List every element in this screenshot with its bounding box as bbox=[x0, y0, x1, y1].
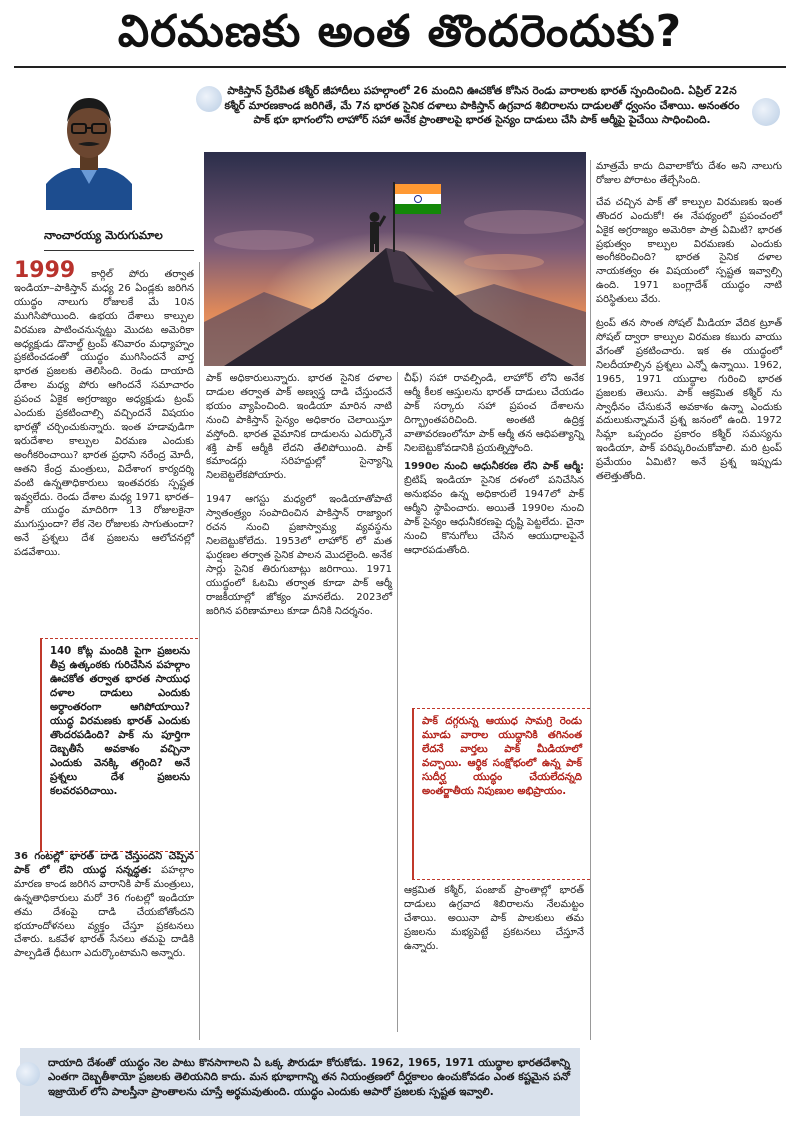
column-1 bbox=[14, 258, 194, 632]
col4-para-0: మాత్రమే కాదు దివాలాకోరు దేశం అని నాలుగు రోజుల పోరాటం తేల్చేసింది. bbox=[596, 161, 782, 186]
hero-image bbox=[204, 152, 586, 366]
col4-para-2: ట్రంప్ తన సొంత సోషల్ మీడియా వేదిక ట్రూత్ సోషల్ ద్వారా కాల్పుల విరమణ కబురు వాయు వేగంతో ప్రకటించారు. ఇక ఈ యుద్ధంలో నిలదీయాల్సిన ప్రశ్నలు ఎన్నో ఉన్నాయి. 1962, 1965, 1971 యుద్ధాల గురించి భారత ప్రజలకు తెలుసు. పాక్ ఆక్రమిత కశ్మీర్ ను స్వాధీనం చేసుకునే అవకాశం ఉన్నా ఎందుకు వదులుకున్నామనే ప్రశ్న జనంలో ఉంది. 1972 సిమ్లా ఒప్పందం ప్రకారం కశ్మీర్ సమస్యను ఇండియా, పాక్ పరిష్కరించుకోవాలి. మరి ట్రంప్ ప్రమేయం ఏమిటి? అనే ప్రశ్న ఇప్పుడు తలెత్తుతోంది. bbox=[596, 318, 782, 483]
column-divider-2 bbox=[397, 372, 398, 1032]
col1-after: పహల్గాం మారణ కాండ జరిగిన వారానికి పాక్ మంత్రులు, ఉన్నతాధికారులు మరో 36 గంటల్లో ఇండియా తమ దేశంపై దాడి చేయబోతోందని భయాందోళనలు వ్యక్తం చేస్తూ ప్రకటనలు చేశారు. ఒకవేళ భారత్ సేనలు తమపై దాడికి పాల్పడితే ధీటుగా ఎదుర్కొంటామని అన్నారు. bbox=[14, 864, 194, 960]
col3-para-2: బ్రిటిష్ ఇండియా సైనిక దళంలో పనిచేసిన అనుభవం ఉన్న అధికారులే 1947లో పాక్ ఆర్మీని స్థాపించారు. అయితే 1990ల నుంచి పాక్ సైన్యం ఆధునీకరణపై దృష్టి పెట్టలేదు. చైనా నుంచి కొనుగోలు చేసిన ఆయుధాలపైనే ఆధారపడుతోంది. bbox=[404, 475, 584, 556]
column-divider-1 bbox=[199, 262, 200, 1040]
column-4 bbox=[596, 160, 782, 1110]
footer-text: దాయాది దేశంతో యుద్ధం నెల పాటు కొనసాగాలని ఏ ఒక్క పౌరుడూ కోరుకోడు. 1962, 1965, 1971 యుద్ధాల భారతదేశాన్ని ఎంతగా దెబ్బతీశాయో ప్రజలకు తెలియనిది కాదు. మన భూభాగాన్ని తన నియంత్రణలో దీర్ఘకాలం ఉంచుకోవడం ఎంత కష్టమైన పనో ఇజ్రాయెల్ లోని పాలస్తీనా ప్రాంతాలను చూస్తే అర్థమవుతుంది. యుద్ధం ఎందుకు ఆపారో ప్రజలకు స్పష్టత ఇవ్వాలి. bbox=[48, 1057, 570, 1098]
byline-rule bbox=[44, 250, 194, 251]
col4-para-1: చేవ చచ్చిన పాక్ తో కాల్పుల విరమణకు ఇంత తొందర ఎందుకో! ఈ నేపథ్యంలో ప్రపంచంలో ఏకైక అగ్రరాజ్యం అమెరికా పాత్ర ఏమిటి? భారత ప్రభుత్వం కాల్పుల విరమణకు ఎందుకు అంగీకరించింది? భారత సైనిక దళాల నాయకత్వం ఈ విషయంలో స్పష్టత ఇవ్వాల్సి ఉంది. 1971 బంగ్లాదేశ్ యుద్ధం నాటి పరిస్థితులు వేరు. bbox=[596, 196, 782, 306]
col1-lead: కార్గిల్ పోరు తర్వాత ఇండియా–పాకిస్తాన్ మధ్య 26 ఏండ్లకు జరిగిన యుద్ధం నాలుగు రోజులకే మే 10న ముగిసిపోయింది. ఉభయ దేశాలు కాల్పుల విరమణ పాటించనున్నట్టు మొదట అమెరికా అధ్యక్షుడు డొనాల్డ్ ట్రంప్ శనివారం మధ్యాహ్నం ప్రకటించడంతో యుద్ధం ముగిసిందనే వార్త భారత ప్రజలకు తెలిసింది. రెండు దాయాది దేశాల మధ్య పోరు ఆగిందనే సమాచారం ప్రపంచ ఏకైక అగ్రరాజ్యం అధ్యక్షుడు ట్రంప్ ఎందుకు ప్రకటించాల్సి వచ్చిందనే విషయం భారత్లో చర్చించుకున్నారు. ఇంత హడావుడిగా ఇరుదేశాల కాల్పుల విరమణ ఎందుకు అంగీకరించాయి? భారత ప్రధాని నరేంద్ర మోదీ, ఆతని కేంద్ర మంత్రులు, విదేశాంగ కార్యదర్శి వంటి ఉన్నతాధికారులు ఇంతవరకు స్పష్టత ఇవ్వలేదు. రెండు దేశాల మధ్య 1971 భారత–పాక్ యుద్ధం మాదిరిగా 13 రోజులకైనా ముగుస్తుందా? లేక నెల రోజులకు సాగుతుందా? అనే ప్రశ్నలు దేశ ప్రజలను ఆలోచనల్లో పడవేశాయి. bbox=[14, 269, 194, 559]
page-title: విరమణకు అంత తొందరెందుకు? bbox=[117, 6, 683, 57]
col3-subhead: 1990ల నుంచి ఆధునీకరణ లేని పాక్ ఆర్మీ: bbox=[404, 461, 584, 473]
headline-rule bbox=[14, 66, 786, 68]
col3-para-3: ఆక్రమిత కశ్మీర్, పంజాబ్ ప్రాంతాల్లో భారత్ దాడులు ఉగ్రవాద శిబిరాలను నేలమట్టం చేశాయి. అయినా పాక్ పాలకులు తమ ప్రజలను మభ్యపెట్టే ప్రకటనలు చేస్తూనే ఉన్నారు. bbox=[404, 885, 584, 952]
col2-para-1: పాక్ అధికారులున్నారు. భారత సైనిక దళాల దాడుల తర్వాత పాక్ అణ్వస్త్ర దాడి చేస్తుందనే భయం వ్యాపించింది. ఇండియా మారిన నాటి నుంచి పాకిస్తాన్ సైన్యం అధికారం చెలాయిస్తూ వస్తోంది. భారత వైమానిక దాడులను ఎదుర్కొనే శక్తి పాక్ ఆర్మీకి లేదని తేలిపోయింది. పాక్ కమాండర్లు సరిహద్దుల్లో సైన్యాన్ని నిలబెట్టలేకపోయారు. bbox=[206, 373, 392, 482]
decor-dot-footer bbox=[16, 1062, 40, 1086]
column-divider-3 bbox=[590, 160, 591, 1040]
pull-quote-left bbox=[40, 638, 198, 852]
author-photo bbox=[46, 84, 132, 210]
col3-para-1: చీఫ్) సహా రావల్పిండి, లాహోర్ లోని అనేక ఆర్మీ కీలక ఆస్తులను భారత్ దాడులు చేయడం పాక్ సర్కారు సహా ప్రపంచ దేశాలను దిగ్భ్రాంతపరిచింది. అంతటి ఉద్రిక్త వాతావరణంలోనూ పాక్ ఆర్మీ తన ఆధిపత్యాన్ని నిలబెట్టుకోవడానికి ప్రయత్నిస్తోంది. bbox=[404, 373, 584, 454]
column-2 bbox=[206, 372, 392, 1032]
drop-year: 1999 bbox=[14, 258, 76, 283]
column-3-lower bbox=[404, 884, 584, 1032]
pull-quote-right-text: పాక్ దగ్గరున్న ఆయుధ సామగ్రి రెండు మూడు వారాల యుద్ధానికి తగినంత లేదనే వార్తలు పాక్ మీడియాలో వచ్చాయి. ఆర్థిక సంక్షోభంలో ఉన్న పాక్ సుదీర్ఘ యుద్ధం చేయలేదన్నది అంతర్జాతీయ నిపుణుల అభిప్రాయం. bbox=[422, 716, 582, 797]
pull-quote-right bbox=[412, 708, 590, 880]
author-name: నాంచారయ్య మెరుగుమాల bbox=[44, 228, 163, 242]
col1-subhead: 36 గంటల్లో భారత్ దాడి చేస్తుందని చెప్పిన పాక్ లో లేని యుద్ధ సన్నద్ధత: bbox=[14, 851, 194, 876]
decor-dot-right bbox=[752, 98, 780, 126]
column-3 bbox=[404, 372, 584, 556]
col2-para-2: 1947 ఆగస్టు మధ్యలో ఇండియాతోపాటే స్వాతంత్ర్యం సంపాదించిన పాకిస్తాన్ రాజ్యాంగ రచన నుంచి ప్రజాస్వామ్య వ్యవస్థను నిలబెట్టుకోలేదు. 1953లో లాహోర్ లో మత ఘర్షణల తర్వాత సైనిక పాలన మొదలైంది. అనేక సార్లు సైనిక తిరుగుబాట్లు జరిగాయి. 1971 యుద్ధంలో ఓటమి తర్వాత కూడా పాక్ ఆర్మీ రాజకీయాల్లో జోక్యం మానలేదు. 2023లో జరిగిన పరిణామాలు కూడా దీనికి నిదర్శనం. bbox=[206, 494, 392, 617]
pull-quote-left-text: 140 కోట్ల మందికి పైగా ప్రజలను తీవ్ర ఉత్కంఠకు గురిచేసిన పహల్గాం ఊచకోత తర్వాత భారత సాయుధ దళాల దాడులు ఎందుకు అర్ధాంతరంగా ఆగిపోయాయి? యుద్ధ విరమణకు భారత్ ఎందుకు తొందరపడింది? పాక్ ను పూర్తిగా దెబ్బతీసే అవకాశం వచ్చినా ఎందుకు వెనక్కి తగ్గింది? అనే ప్రశ్నలు దేశ ప్రజలను కలవరపరిచాయి. bbox=[50, 646, 190, 797]
footer-highlight bbox=[20, 1048, 580, 1116]
intro-text: పాకిస్తాన్ ప్రేరేపిత కశ్మీర్ జీహాదీలు పహల్గాంలో 26 మందిని ఊచకోత కోసిన రెండు వారాలకు భారత్ స్పందించింది. ఏప్రిల్ 22న కశ్మీర్ మారణకాండ జరిగితే, మే 7న భారత సైనిక దళాలు పాకిస్తాన్ ఉగ్రవాద శిబిరాలను దాడులతో ధ్వంసం చేశాయి. అనంతరం పాక్ భూ భాగంలోని లాహోర్ సహా అనేక ప్రాంతాలపై భారత సైన్యం దాడులు చేసి పాక్ ఆర్మీపై పైచేయి సాధించింది. bbox=[224, 85, 740, 127]
column-1-lower bbox=[14, 850, 194, 1040]
